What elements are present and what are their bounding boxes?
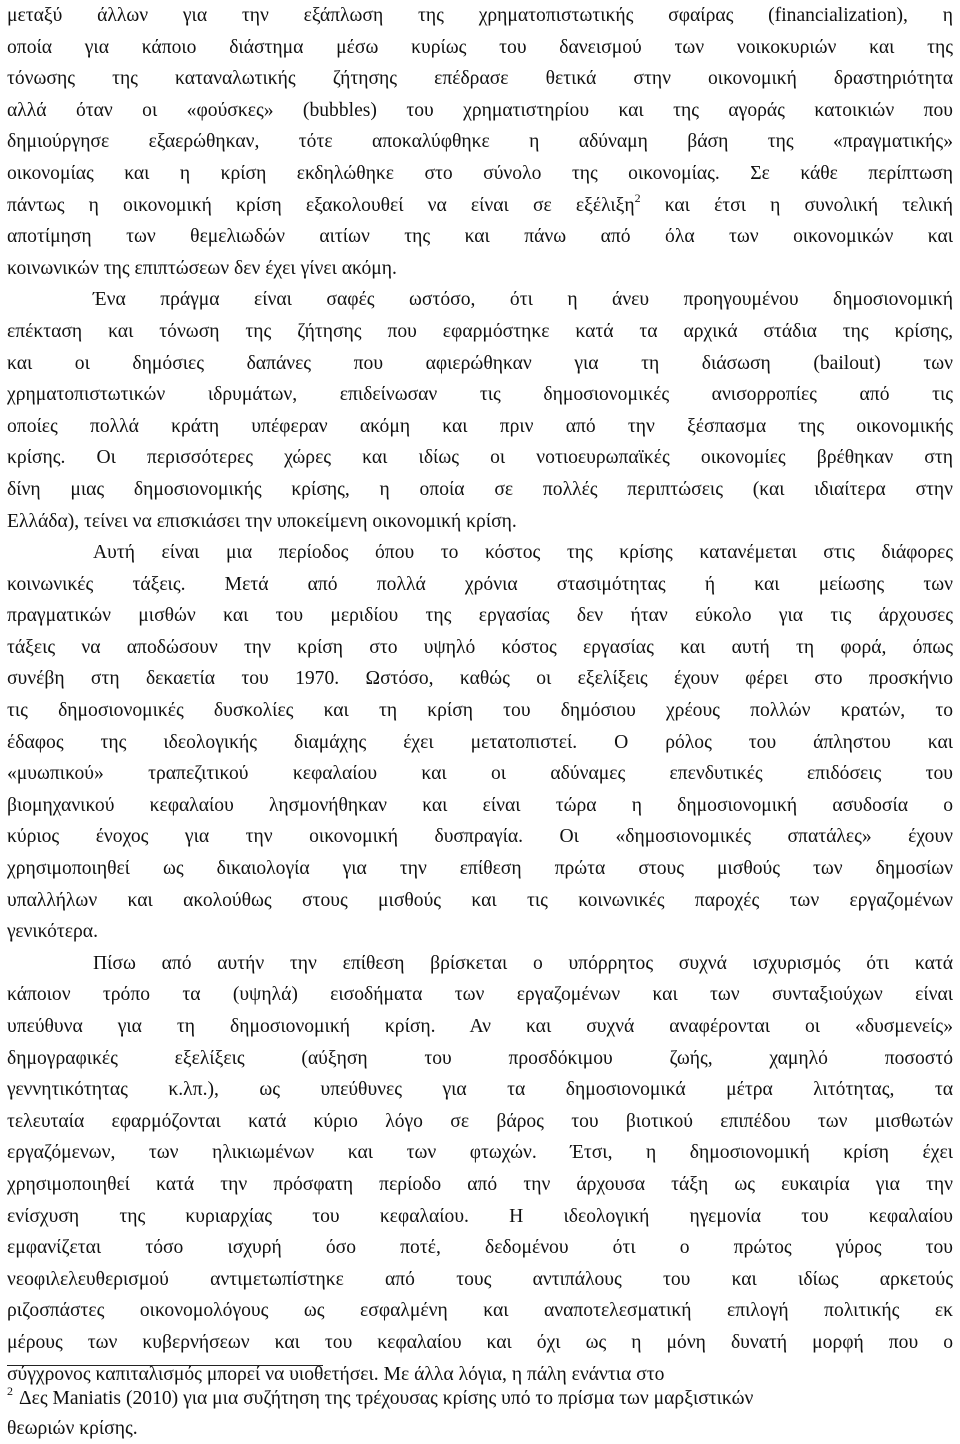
text-line: σύγχρονος καπιταλισμός μπορεί να υιοθετήσει. Με άλλα λόγια, η πάλη ενάντια στο <box>7 1363 665 1385</box>
document-body <box>7 0 953 1390</box>
text-line: τις δημοσιονομικές δυσκολίες και τη κρίση του δημόσιου χρέους πολλών κρατών, το <box>7 700 953 722</box>
text-line: έδαφος της ιδεολογικής διαμάχης έχει μετατοπιστεί. Ο ρόλος του άπληστου και <box>7 731 953 753</box>
footnote-line: θεωριών κρίσης. <box>7 1418 138 1439</box>
text-line: τελευταία εφαρμόζονται κατά κύριο λόγο σε βάρος του βιοτικού επιπέδου των μισθωτών <box>7 1110 953 1132</box>
footnote-separator <box>7 1365 323 1366</box>
footnote-line <box>7 1384 953 1414</box>
text-line: υπαλλήλων και ακολούθως στους μισθούς και τις κοινωνικές παροχές των εργαζομένων <box>7 889 953 911</box>
text-line: κρίσης. Οι περισσότερες χώρες και ιδίως οι νοτιοευρωπαϊκές οικονομίες βρέθηκαν στη <box>7 447 953 469</box>
text-line: πραγματικών μισθών και του μεριδίου της εργασίας δεν ήταν εύκολο για τις άρχουσες <box>7 605 953 627</box>
text-line: συνέβη στη δεκαετία του 1970. Ωστόσο, καθώς οι εξελίξεις έχουν φέρει στο προσκήνιο <box>7 668 953 690</box>
footnote-text: Δες Maniatis (2010) για μια συζήτηση της τρέχουσας κρίσης υπό το πρίσμα των μαρξιστικών <box>19 1388 754 1409</box>
text-line: οποία για κάποιο διάστημα μέσω κυρίως του δανεισμού των νοικοκυριών και της <box>7 36 953 58</box>
text-line: εργαζόμενων, των ηλικιωμένων και των φτωχών. Έτσι, η δημοσιονομική κρίση έχει <box>7 1142 953 1164</box>
text-line-with-footnote-ref <box>7 190 953 222</box>
footnote-reference[interactable]: 2 <box>634 190 641 205</box>
text-line: τάξεις να αποδώσουν την κρίση στο υψηλό κόστος εργασίας και αυτή τη φορά, όπως <box>7 636 953 658</box>
text-line: Ελλάδα), τείνει να επισκιάσει την υποκείμενη οικονομική κρίση. <box>7 510 517 532</box>
text-line: οικονομίας και η κρίση εκδηλώθηκε στο σύνολο της οικονομίας. Σε κάθε περίπτωση <box>7 162 953 184</box>
text-line: γεννητικότητας κ.λπ.), ως υπεύθυνες για τα δημοσιονομικά μέτρα λιτότητας, τα <box>7 1079 953 1101</box>
text-line: Πίσω από αυτήν την επίθεση βρίσκεται ο υπόρρητος συχνά ισχυρισμός ότι κατά <box>93 952 953 974</box>
text-line: γενικότερα. <box>7 921 98 943</box>
text-line: δίνη μιας δημοσιονομικής κρίσης, η οποία σε πολλές περιπτώσεις (και ιδιαίτερα στην <box>7 478 953 500</box>
footnote <box>7 1384 953 1444</box>
text-line: τόνωσης της καταναλωτικής ζήτησης επέδρασε θετικά στην οικονομική δραστηριότητα <box>7 68 953 90</box>
text-line: δημογραφικές εξελίξεις (αύξηση του προσδόκιμου ζωής, χαμηλό ποσοστό <box>7 1047 953 1069</box>
text-line: δημιούργησε εξαερώθηκαν, τότε αποκαλύφθηκε η αδύναμη βάση της «πραγματικής» <box>7 131 953 153</box>
text-line: βιομηχανικού κεφαλαίου λησμονήθηκαν και είναι τώρα η δημοσιονομική ασυδοσία ο <box>7 794 953 816</box>
footnote-number: 2 <box>7 1384 13 1398</box>
paragraph-1 <box>7 0 953 284</box>
text-line: κάποιον τρόπο τα (υψηλά) εισοδήματα των εργαζομένων και των συνταξιούχων είναι <box>7 984 953 1006</box>
text-line: κύριος ένοχος για την οικονομική δυσπραγία. Οι «δημοσιονομικές σπατάλες» έχουν <box>7 826 953 848</box>
text-line: Ένα πράγμα είναι σαφές ωστόσο, ότι η άνευ προηγουμένου δημοσιονομική <box>93 289 953 311</box>
text-line: οποίες πολλά κράτη υπέφεραν ακόμη και πριν από την ξέσπασμα της οικονομικής <box>7 415 953 437</box>
text-line: χρηματοπιστωτικών ιδρυμάτων, επιδείνωσαν τις δημοσιονομικές ανισορροπίες από τις <box>7 384 953 406</box>
text-segment: και έτσι η συνολική τελική <box>640 194 953 216</box>
text-line: Αυτή είναι μια περίοδος όπου το κόστος της κρίσης κατανέμεται στις διάφορες <box>93 542 953 564</box>
text-line: και οι δημόσιες δαπάνες που αφιερώθηκαν για τη διάσωση (bailout) των <box>7 352 953 374</box>
text-line: μεταξύ άλλων για την εξάπλωση της χρηματοπιστωτικής σφαίρας (financialization), η <box>7 5 953 26</box>
text-line: αλλά όταν οι «φούσκες» (bubbles) του χρηματιστηρίου και της αγοράς κατοικιών που <box>7 99 953 121</box>
text-line: επέκταση και τόνωση της ζήτησης που εφαρμόστηκε κατά τα αρχικά στάδια της κρίσης, <box>7 320 953 342</box>
text-line: νεοφιλελευθερισμού αντιμετωπίστηκε από τους αντιπάλους του και ιδίως αρκετούς <box>7 1268 953 1290</box>
text-line: μέρους των κυβερνήσεων και του κεφαλαίου και όχι ως η μόνη δυνατή μορφή που ο <box>7 1331 953 1353</box>
text-line: χρησιμοποιηθεί κατά την πρόσφατη περίοδο από την άρχουσα τάξη ως ευκαιρία για την <box>7 1173 953 1195</box>
text-line: κοινωνικές τάξεις. Μετά από πολλά χρόνια στασιμότητας ή και μείωσης των <box>7 573 953 595</box>
text-line: υπεύθυνα για τη δημοσιονομική κρίση. Αν και συχνά αναφέρονται οι «δυσμενείς» <box>7 1016 953 1037</box>
text-line: κοινωνικών της επιπτώσεων δεν έχει γίνει ακόμη. <box>7 257 397 279</box>
text-line: ριζοσπάστες οικονομολόγους ως εσφαλμένη και αναποτελεσματική επιλογή πολιτικής εκ <box>7 1300 953 1322</box>
text-line: ενίσχυση της κυριαρχίας του κεφαλαίου. Η ιδεολογική ηγεμονία του κεφαλαίου <box>7 1205 953 1227</box>
text-line: αποτίμηση των θεμελιωδών αιτίων της και πάνω από όλα των οικονομικών και <box>7 226 953 248</box>
text-line: εμφανίζεται τόσο ισχυρή όσο ποτέ, δεδομένου ότι ο πρώτος γύρος του <box>7 1237 953 1259</box>
text-line: «μυωπικού» τραπεζιτικού κεφαλαίου και οι αδύναμες επενδυτικές επιδόσεις του <box>7 763 953 785</box>
paragraph-4 <box>7 948 953 1390</box>
paragraph-3 <box>7 537 953 948</box>
text-segment: πάντως η οικονομική κρίση εξακολουθεί να είναι σε εξέλιξη <box>7 194 635 216</box>
paragraph-2 <box>7 284 953 537</box>
text-line: χρησιμοποιηθεί ως δικαιολογία για την επίθεση πρώτα στους μισθούς των δημοσίων <box>7 858 953 880</box>
